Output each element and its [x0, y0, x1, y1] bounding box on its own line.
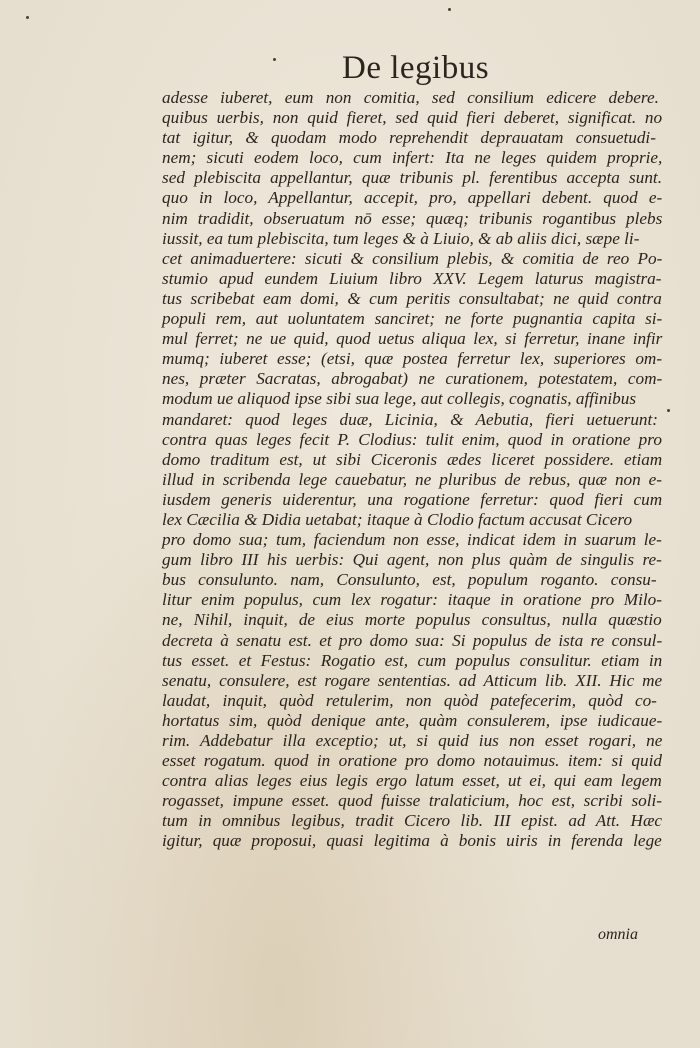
text-line: tus scribebat eam domi, & cum peritis consultabat; ne quid contra — [162, 288, 662, 308]
text-line: bus consulunto. nam, Consulunto, est, populum roganto. consu- — [162, 570, 657, 590]
text-line: nim tradidit, obseruatum nō esse; quæq; tribunis rogantibus plebs — [162, 208, 663, 228]
catchword: omnia — [598, 926, 638, 943]
text-line: contra quas leges fecit P. Clodius: tulit enim, quod in oratione pro — [162, 429, 662, 449]
text-line: modum ue aliquod ipse sibi sua lege, aut collegis, cognatis, affinibus — [162, 389, 637, 409]
text-line: laudat, inquit, quòd retulerim, non quòd patefecerim, quòd co- — [162, 690, 657, 710]
text-line: illud in scribenda lege cauebatur, ne pluribus de rebus, quæ non e- — [162, 469, 663, 489]
text-line: tus esset. et Festus: Rogatio est, cum populus consulitur. etiam in — [162, 650, 663, 670]
text-line: nes, præter Sacratas, abrogabat) ne curationem, potestatem, com- — [162, 369, 663, 389]
text-line: lex Cæcilia & Didia uetabat; itaque à Clodio factum accusat Cicero — [162, 509, 633, 529]
text-line: nem; sicuti eodem loco, cum infert: Ita ne leges quidem proprie, — [162, 148, 663, 168]
text-line: rim. Addebatur illa exceptio; ut, si quid ius non esset rogari, ne — [162, 731, 663, 750]
text-line: iussit, ea tum plebiscita, tum leges & à Liuio, & ab aliis dici, sæpe li- — [162, 228, 640, 248]
text-line: quo in loco, Appellantur, accepit, pro, appellari debent. quod e- — [162, 188, 663, 208]
text-line: contra alias leges eius legis ergo latum esset, ut ei, qui eam legem — [162, 771, 662, 791]
text-line: litur enim populus, cum lex rogatur: itaque in oratione pro Milo- — [162, 590, 662, 610]
text-line: decreta à senatu est. et pro domo sua: Si populus de ista re consul- — [162, 630, 663, 650]
text-line: senatu, consulere, est rogare sententias. ad Atticum lib. XII. Hic me — [162, 670, 663, 690]
text-line: mul ferret; ne ue quid, quod uetus aliqua lex, si ferretur, inane infir — [162, 329, 663, 349]
text-line: sed plebiscita appellantur, quæ tribunis pl. ferentibus accepta sunt. — [162, 168, 663, 188]
ink-speck — [448, 8, 451, 11]
body-text — [162, 88, 662, 852]
text-line: mumq; iuberet esse; (etsi, quæ postea ferretur lex, superiores om- — [162, 349, 663, 369]
text-line: pro domo sua; tum, faciendum non esse, indicat idem in suarum le- — [162, 530, 662, 550]
text-line: igitur, quæ proposui, quasi legitima à bonis uiris in ferenda lege — [162, 831, 662, 851]
text-line: domo traditum est, ut sibi Ciceronis ædes liceret possidere. etiam — [162, 449, 663, 469]
text-line: tat igitur, & quodam modo reprehendit deprauatam consuetudi- — [162, 128, 656, 148]
text-line: hortatus sim, quòd denique ante, quàm consulerem, ipse iudicaue- — [162, 710, 663, 730]
text-line: esset rogatum. quod in oratione pro domo notauimus. item: si quid — [162, 751, 662, 771]
text-line: quibus uerbis, non quid fieret, sed quid fieri deberet, significat. no — [162, 108, 663, 128]
text-line: ne, Nihil, inquit, de eius morte populus consultus, nulla quæstio — [162, 610, 662, 630]
text-line: stumio apud eundem Liuium libro XXV. Legem laturus magistra- — [162, 268, 662, 288]
text-line: adesse iuberet, eum non comitia, sed consilium edicere debere. — [162, 88, 659, 107]
text-line: gum libro III his uerbis: Qui agent, non plus quàm de singulis re- — [162, 550, 662, 570]
text-line: tum in omnibus legibus, tradit Cicero lib. III epist. ad Att. Hæc — [162, 811, 663, 831]
text-line: rogasset, impune esset. quod fuisse tralaticium, hoc est, scribi soli- — [162, 791, 663, 811]
text-line: cet animaduertere: sicuti & consilium plebis, & comitia de reo Po- — [162, 248, 663, 268]
text-line: iusdem generis uiderentur, una rogatione ferretur: quod fieri cum — [162, 489, 663, 509]
ink-speck — [26, 16, 29, 19]
ink-speck — [273, 58, 276, 61]
text-line: populi rem, aut uoluntatem sanciret; ne forte pugnantia capita si- — [162, 309, 663, 329]
ink-speck — [667, 409, 670, 412]
running-head: De legibus — [342, 50, 490, 86]
text-line: mandaret: quod leges duæ, Licinia, & Aebutia, fieri uetuerunt: — [162, 409, 659, 429]
